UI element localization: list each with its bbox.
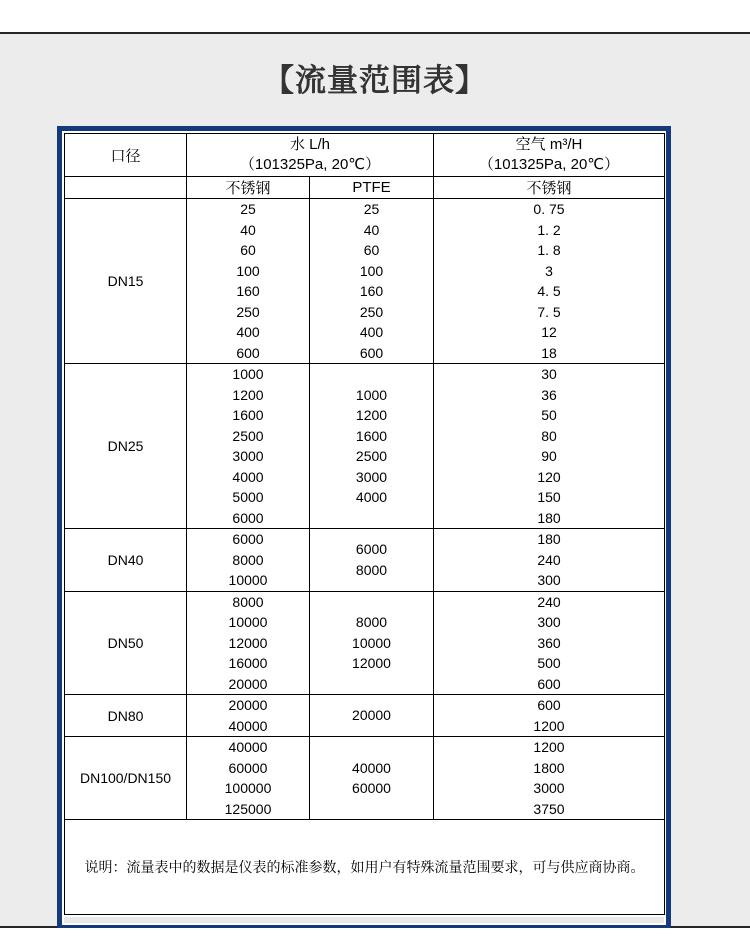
content-area	[0, 34, 750, 928]
value-line: 8000	[232, 593, 264, 610]
value-line: 160	[236, 283, 260, 299]
value-line: 400	[359, 324, 384, 340]
value-line: 1200	[533, 739, 565, 755]
value-line: 125000	[224, 800, 272, 817]
table-frame	[57, 126, 671, 930]
value-line: 60000	[352, 780, 391, 796]
value-line: 18	[541, 344, 557, 361]
table-row	[65, 364, 665, 529]
top-rule	[0, 0, 750, 34]
value-line: 1. 8	[537, 242, 561, 258]
diameter-cell: DN40	[65, 529, 187, 592]
value-line: 40000	[352, 759, 391, 776]
air-stainless-cell	[434, 737, 665, 820]
header-row-1	[65, 134, 665, 177]
value-line: 4. 5	[537, 283, 561, 299]
value-line: 1. 2	[537, 221, 561, 238]
header-air-title: 空气 m³/H	[515, 136, 583, 153]
value-line: 80	[541, 427, 557, 444]
water-ptfe-cell	[310, 529, 434, 592]
value-line: 240	[537, 593, 561, 610]
value-line: 10000	[228, 614, 268, 630]
value-line: 500	[537, 655, 561, 671]
value-line: 600	[236, 344, 260, 361]
value-line: 40000	[228, 739, 268, 755]
table-row	[65, 199, 665, 364]
table-row	[65, 695, 665, 737]
value-line: 4000	[232, 468, 264, 485]
water-stainless-cell	[187, 364, 310, 529]
value-line: 36	[541, 386, 557, 403]
value-line: 40	[240, 221, 256, 238]
value-line: 360	[537, 634, 561, 651]
value-line: 6000	[355, 541, 388, 558]
air-stainless-cell	[434, 199, 665, 364]
table-footer	[65, 820, 665, 915]
header-sub-ptfe: PTFE	[310, 177, 434, 199]
value-line: 7. 5	[537, 303, 561, 320]
value-line: 25	[240, 201, 256, 217]
air-stainless-cell	[434, 364, 665, 529]
value-line: 2500	[355, 448, 388, 464]
header-diameter: 口径	[65, 134, 187, 177]
header-water-condition: （101325Pa, 20℃）	[239, 156, 381, 173]
value-line: 60000	[228, 759, 268, 776]
value-line: 6000	[232, 531, 264, 547]
value-line: 4000	[355, 489, 388, 505]
note-row	[65, 820, 665, 915]
value-line: 1200	[533, 717, 565, 734]
note-cell: 说明：流量表中的数据是仪表的标准参数，如用户有特殊流量范围要求，可与供应商协商。	[65, 820, 665, 915]
value-line: 120	[537, 468, 561, 485]
value-line: 100	[359, 262, 384, 279]
value-line: 160	[359, 283, 384, 299]
value-line: 10000	[228, 572, 268, 588]
table-header	[65, 134, 665, 199]
value-line: 30	[541, 366, 557, 382]
value-line: 3000	[355, 468, 388, 485]
value-line: 400	[236, 324, 260, 340]
value-line: 600	[537, 675, 561, 692]
value-line: 2500	[232, 427, 264, 444]
value-line: 1000	[355, 386, 388, 403]
value-line: 12000	[228, 634, 268, 651]
table-body	[65, 199, 665, 820]
value-line: 20000	[228, 675, 268, 692]
header-water	[187, 134, 434, 177]
table-row	[65, 529, 665, 592]
value-line: 8000	[232, 551, 264, 568]
water-stainless-cell	[187, 737, 310, 820]
value-line: 3000	[232, 448, 264, 464]
value-line: 16000	[228, 655, 268, 671]
value-line: 20000	[352, 707, 391, 724]
value-line: 3750	[533, 800, 565, 817]
header-sub-water-ss: 不锈钢	[187, 177, 310, 199]
value-line: 1600	[232, 407, 264, 423]
value-line: 1200	[232, 386, 264, 403]
water-stainless-cell	[187, 199, 310, 364]
value-line: 6000	[232, 509, 264, 526]
value-line: 1000	[232, 366, 264, 382]
diameter-cell: DN80	[65, 695, 187, 737]
value-line: 10000	[352, 634, 391, 651]
value-line: 12	[541, 324, 557, 340]
page-title: 【流量范围表】	[263, 63, 487, 98]
water-ptfe-cell	[310, 364, 434, 529]
value-line: 0. 75	[533, 201, 565, 217]
water-stainless-cell	[187, 529, 310, 592]
water-stainless-cell	[187, 591, 310, 695]
value-line: 3	[545, 262, 553, 279]
value-line: 1200	[355, 407, 388, 423]
water-ptfe-cell	[310, 695, 434, 737]
value-line: 300	[537, 572, 561, 588]
air-stainless-cell	[434, 591, 665, 695]
value-line: 1600	[355, 427, 388, 444]
value-line: 60	[363, 242, 380, 258]
value-line: 180	[537, 531, 561, 547]
table-row	[65, 737, 665, 820]
bottom-rule	[0, 928, 750, 949]
frame-gap	[64, 917, 664, 923]
value-line: 12000	[352, 655, 391, 671]
value-line: 60	[240, 242, 256, 258]
value-line: 5000	[232, 489, 264, 505]
diameter-cell: DN100/DN150	[65, 737, 187, 820]
diameter-cell: DN15	[65, 199, 187, 364]
value-line: 90	[541, 448, 557, 464]
air-stainless-cell	[434, 529, 665, 592]
value-line: 3000	[533, 780, 565, 796]
value-line: 600	[359, 344, 384, 361]
value-line: 180	[537, 509, 561, 526]
header-row-2	[65, 177, 665, 199]
water-stainless-cell	[187, 695, 310, 737]
value-line: 1800	[533, 759, 565, 776]
value-line: 100	[236, 262, 260, 279]
air-stainless-cell	[434, 695, 665, 737]
value-line: 150	[537, 489, 561, 505]
value-line: 250	[359, 303, 384, 320]
flow-range-table	[64, 133, 665, 915]
header-air-condition: （101325Pa, 20℃）	[478, 156, 620, 173]
value-line: 40000	[228, 717, 268, 734]
value-line: 300	[537, 614, 561, 630]
water-ptfe-cell	[310, 737, 434, 820]
table-row	[65, 591, 665, 695]
header-empty-cell	[65, 177, 187, 199]
header-sub-air-ss: 不锈钢	[434, 177, 665, 199]
water-ptfe-cell	[310, 199, 434, 364]
value-line: 250	[236, 303, 260, 320]
value-line: 50	[541, 407, 557, 423]
value-line: 25	[363, 201, 380, 217]
diameter-cell: DN25	[65, 364, 187, 529]
value-line: 240	[537, 551, 561, 568]
value-line: 8000	[355, 614, 388, 630]
water-ptfe-cell	[310, 591, 434, 695]
header-water-title: 水 L/h	[289, 136, 331, 153]
diameter-cell: DN50	[65, 591, 187, 695]
value-line: 8000	[355, 561, 388, 578]
header-air	[434, 134, 665, 177]
value-line: 40	[363, 221, 380, 238]
value-line: 600	[537, 697, 561, 713]
value-line: 20000	[228, 697, 268, 713]
value-line: 100000	[224, 780, 272, 796]
